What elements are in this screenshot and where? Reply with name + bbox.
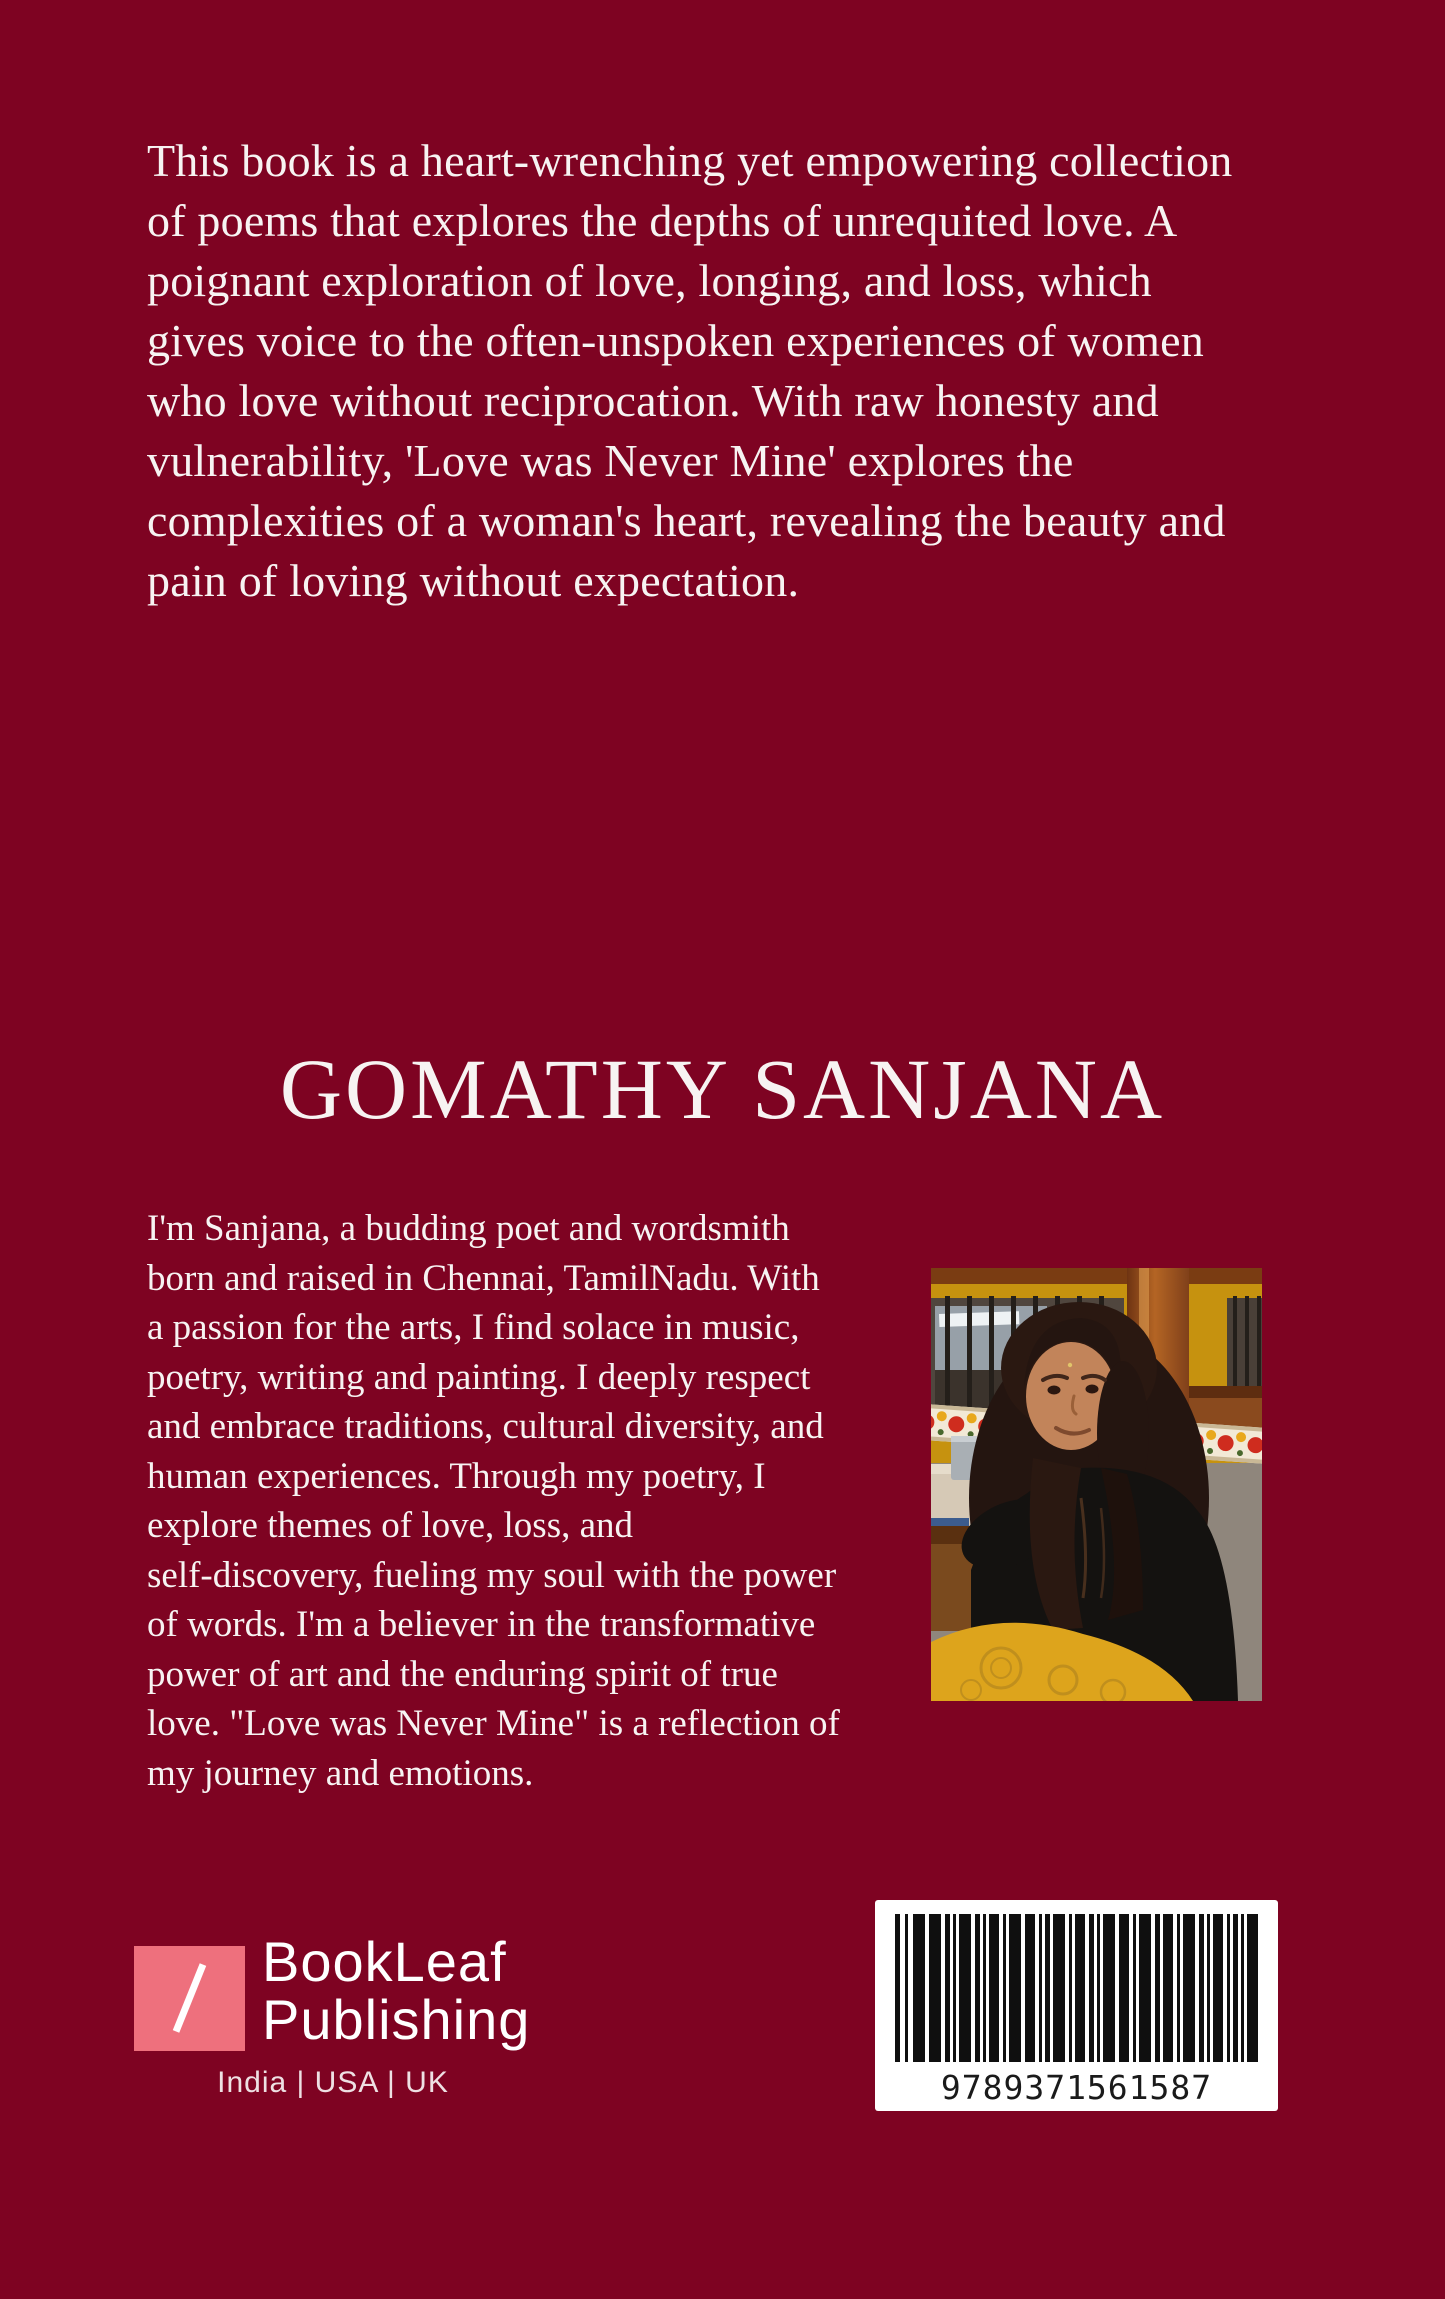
logo-slash-icon bbox=[173, 1963, 206, 2032]
bookleaf-logo-mark bbox=[134, 1946, 245, 2051]
synopsis-line: gives voice to the often-unspoken experiences of women bbox=[147, 315, 1204, 366]
bio-line: power of art and the enduring spirit of true bbox=[147, 1653, 778, 1695]
bio-line: of words. I'm a believer in the transformative bbox=[147, 1604, 816, 1645]
bio-line: my journey and emotions. bbox=[147, 1752, 534, 1794]
ceiling-beam bbox=[931, 1268, 1262, 1284]
bio-line: I'm Sanjana, a budding poet and wordsmith bbox=[147, 1208, 790, 1249]
bio-line: human experiences. Through my poetry, I bbox=[147, 1455, 766, 1497]
synopsis-line: who love without reciprocation. With raw honesty and bbox=[147, 375, 1159, 426]
barcode-number: 9789371561587 bbox=[940, 2068, 1213, 2107]
author-photo bbox=[931, 1268, 1262, 1701]
author-bio bbox=[147, 1204, 840, 1798]
synopsis-line: complexities of a woman's heart, revealing the beauty and bbox=[147, 495, 1226, 546]
author-name: GOMATHY SANJANA bbox=[279, 1041, 1166, 1137]
book-synopsis bbox=[147, 131, 1232, 611]
publisher-name-line2: Publishing bbox=[262, 1988, 531, 2051]
barcode-bars bbox=[895, 1914, 1258, 2062]
bio-line: explore themes of love, loss, and bbox=[147, 1505, 634, 1546]
synopsis-line: poignant exploration of love, longing, and loss, which bbox=[147, 255, 1152, 306]
bio-line: and embrace traditions, cultural diversity, and bbox=[147, 1406, 824, 1447]
author-photo-illustration bbox=[931, 1268, 1262, 1701]
bio-line: born and raised in Chennai, TamilNadu. With bbox=[147, 1257, 820, 1299]
bio-line: poetry, writing and painting. I deeply respect bbox=[147, 1356, 811, 1398]
synopsis-line: of poems that explores the depths of unrequited love. A bbox=[147, 195, 1178, 246]
bio-line: a passion for the arts, I find solace in music, bbox=[147, 1307, 800, 1348]
publisher-name bbox=[262, 1930, 531, 2051]
bio-line: self-discovery, fueling my soul with the power bbox=[147, 1554, 837, 1596]
synopsis-line: vulnerability, 'Love was Never Mine' explores the bbox=[147, 435, 1074, 486]
publisher-name-line1: BookLeaf bbox=[262, 1930, 507, 1993]
publisher-regions: India | USA | UK bbox=[217, 2066, 449, 2099]
synopsis-line: This book is a heart-wrenching yet empowering collection bbox=[147, 135, 1233, 186]
isbn-barcode bbox=[875, 1900, 1278, 2111]
bio-line: love. "Love was Never Mine" is a reflection of bbox=[147, 1703, 840, 1744]
synopsis-line: pain of loving without expectation. bbox=[147, 555, 800, 606]
